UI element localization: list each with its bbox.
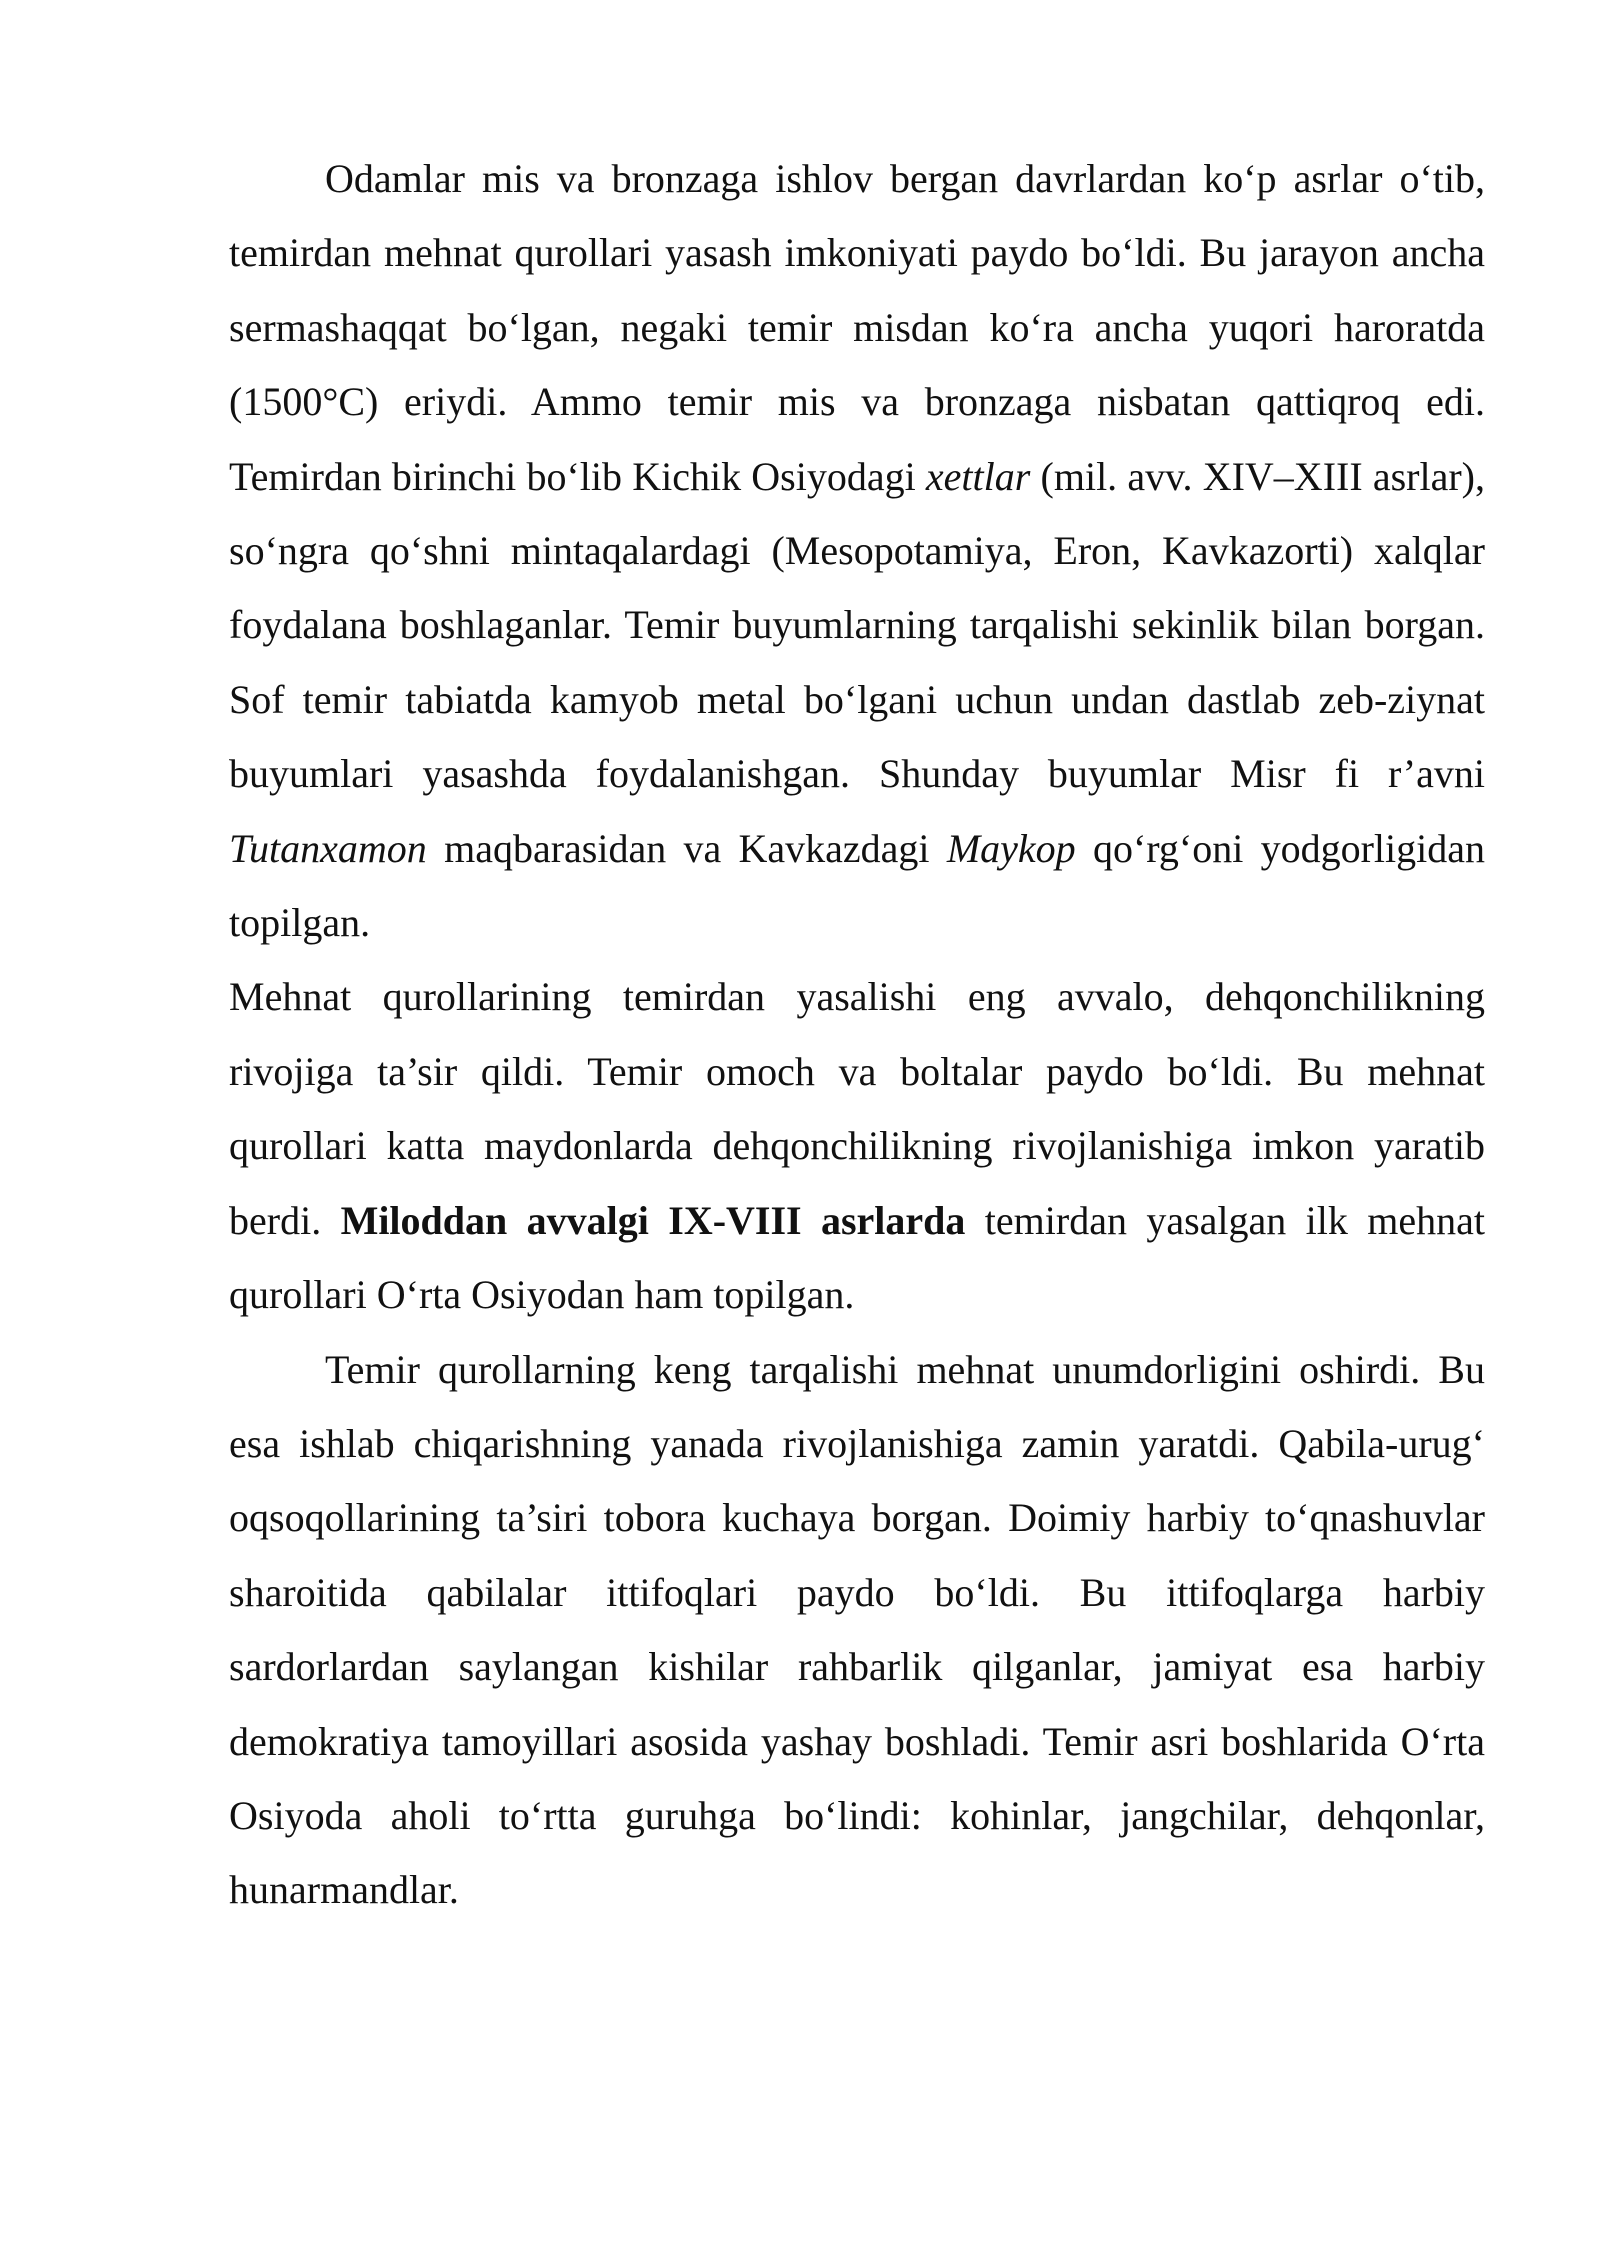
paragraph-text: Temir qurollarning keng tarqalishi mehnat unumdorligini oshirdi. Bu esa ishlab chiqarishning yanada rivojlanishiga zamin yaratdi. Qabila-urug‘ oqsoqollarining ta’siri tobora kuchaya borgan. Doimiy harbiy to‘qnashuvlar sharoitida qabilalar ittifoqlari paydo bo‘ldi. Bu ittifoqlarga harbiy sardorlardan saylangan kishilar rahbarlik qilganlar, jamiyat esa harbiy demokratiya tamoyillari asosida yashay boshladi. Temir asri boshlarida O‘rta Osiyoda aholi to‘rtta guruhga bo‘lindi: kohinlar, jangchilar, dehqonlar, hunarmandlar.: [229, 1346, 1485, 1913]
paragraph-text: maqbarasidan va Kavkazdagi: [426, 825, 947, 871]
italic-term-xettlar: xettlar: [925, 453, 1031, 499]
paragraph-social-structure: [229, 1333, 1485, 1928]
italic-term-tutanxamon: Tutanxamon: [229, 825, 427, 871]
paragraph-text: (mil. avv. XIV–XIII asrlar), so‘ngra qo‘shni mintaqalardagi (Mesopotamiya, Eron, Kavkazorti) xalqlar foydalana boshlaganlar. Temir buyumlarning tarqalishi sekinlik bilan borgan. Sof temir tabiatda kamyob metal bo‘lgani uchun undan dastlab zeb-ziynat buyumlari yasashda foydalanishgan. Shunday buyumlar Misr fi r’avni: [229, 453, 1485, 797]
paragraph-text: Mehnat qurollarining temirdan yasalishi eng avvalo, dehqonchilikning rivojiga ta’sir qildi. Temir omoch va boltalar paydo bo‘ldi. Bu mehnat qurollari katta maydonlarda dehqonchilikning rivojlanishiga imkon yaratib berdi.: [229, 974, 1485, 1243]
bold-date-phrase: Miloddan avvalgi IX-VIII asrlarda: [340, 1197, 966, 1243]
italic-term-maykop: Maykop: [946, 825, 1076, 871]
paragraph-text: temirdan yasalgan ilk mehnat qurollari O‘rta Osiyodan ham topilgan.: [229, 1197, 1485, 1318]
paragraph-text: qo‘rg‘oni yodgorligidan topilgan.: [229, 825, 1486, 946]
paragraph-iron-tools-origin: [229, 142, 1485, 960]
document-body: [229, 142, 1485, 1928]
paragraph-agriculture-impact: [229, 960, 1485, 1332]
paragraph-text: Odamlar mis va bronzaga ishlov bergan davrlardan ko‘p asrlar o‘tib, temirdan mehnat qurollari yasash imkoniyati paydo bo‘ldi. Bu jarayon ancha sermashaqqat bo‘lgan, negaki temir misdan ko‘ra ancha yuqori haroratda (1500°C) eriydi. Ammo temir mis va bronzaga nisbatan qattiqroq edi. Temirdan birinchi bo‘lib Kichik Osiyodagi: [229, 156, 1485, 499]
